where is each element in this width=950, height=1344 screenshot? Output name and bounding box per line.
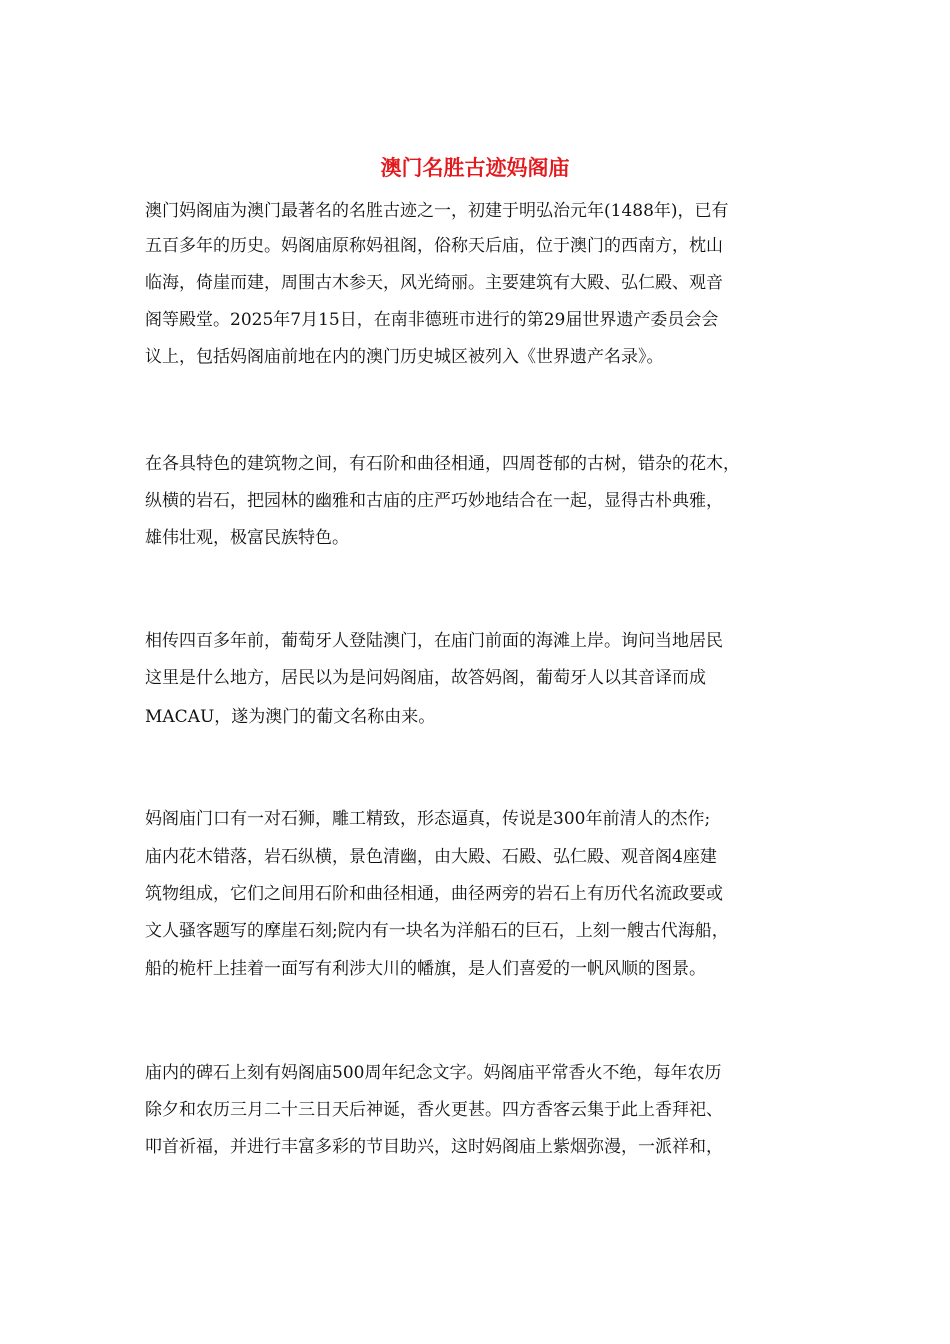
paragraph-2-line-1: 在各具特色的建筑物之间，有石阶和曲径相通，四周苍郁的古树，错杂的花木，: [145, 454, 740, 474]
paragraph-1-line-4: 阁等殿堂。2025年7月15日，在南非德班市进行的第29届世界遗产委员会会: [145, 310, 719, 330]
paragraph-3-line-3: MACAU，遂为澳门的葡文名称由来。: [145, 707, 436, 727]
paragraph-2-line-3: 雄伟壮观，极富民族特色。: [145, 528, 349, 548]
paragraph-4-line-1: 妈阁庙门口有一对石狮，雕工精致，形态逼真，传说是300年前清人的杰作;: [145, 809, 711, 829]
paragraph-1-line-1: 澳门妈阁庙为澳门最著名的名胜古迹之一，初建于明弘治元年(1488年)，已有: [145, 201, 729, 221]
paragraph-4-line-4: 文人骚客题写的摩崖石刻;院内有一块名为洋船石的巨石，上刻一艘古代海船，: [145, 921, 729, 941]
paragraph-1-line-3: 临海，倚崖而建，周围古木参天，风光绮丽。主要建筑有大殿、弘仁殿、观音: [145, 273, 723, 293]
paragraph-3-line-1: 相传四百多年前，葡萄牙人登陆澳门，在庙门前面的海滩上岸。询问当地居民: [145, 631, 723, 651]
paragraph-1-line-2: 五百多年的历史。妈阁庙原称妈祖阁，俗称天后庙，位于澳门的西南方，枕山: [145, 236, 723, 256]
paragraph-2-line-2: 纵横的岩石，把园林的幽雅和古庙的庄严巧妙地结合在一起，显得古朴典雅，: [145, 491, 723, 511]
paragraph-4-line-3: 筑物组成，它们之间用石阶和曲径相通，曲径两旁的岩石上有历代名流政要或: [145, 884, 723, 904]
document-title: 澳门名胜古迹妈阁庙: [380, 155, 570, 180]
paragraph-5-line-1: 庙内的碑石上刻有妈阁庙500周年纪念文字。妈阁庙平常香火不绝，每年农历: [145, 1063, 722, 1083]
paragraph-1-line-5: 议上，包括妈阁庙前地在内的澳门历史城区被列入《世界遗产名录》。: [145, 347, 664, 367]
paragraph-5-line-3: 叩首祈福，并进行丰富多彩的节目助兴，这时妈阁庙上紫烟弥漫，一派祥和，: [145, 1137, 723, 1157]
paragraph-4-line-2: 庙内花木错落，岩石纵横，景色清幽，由大殿、石殿、弘仁殿、观音阁4座建: [145, 847, 717, 867]
paragraph-4-line-5: 船的桅杆上挂着一面写有利涉大川的幡旗，是人们喜爱的一帆风顺的图景。: [145, 959, 706, 979]
paragraph-3-line-2: 这里是什么地方，居民以为是问妈阁庙，故答妈阁，葡萄牙人以其音译而成: [145, 668, 706, 688]
paragraph-5-line-2: 除夕和农历三月二十三日天后神诞，香火更甚。四方香客云集于此上香拜祀、: [145, 1100, 723, 1120]
